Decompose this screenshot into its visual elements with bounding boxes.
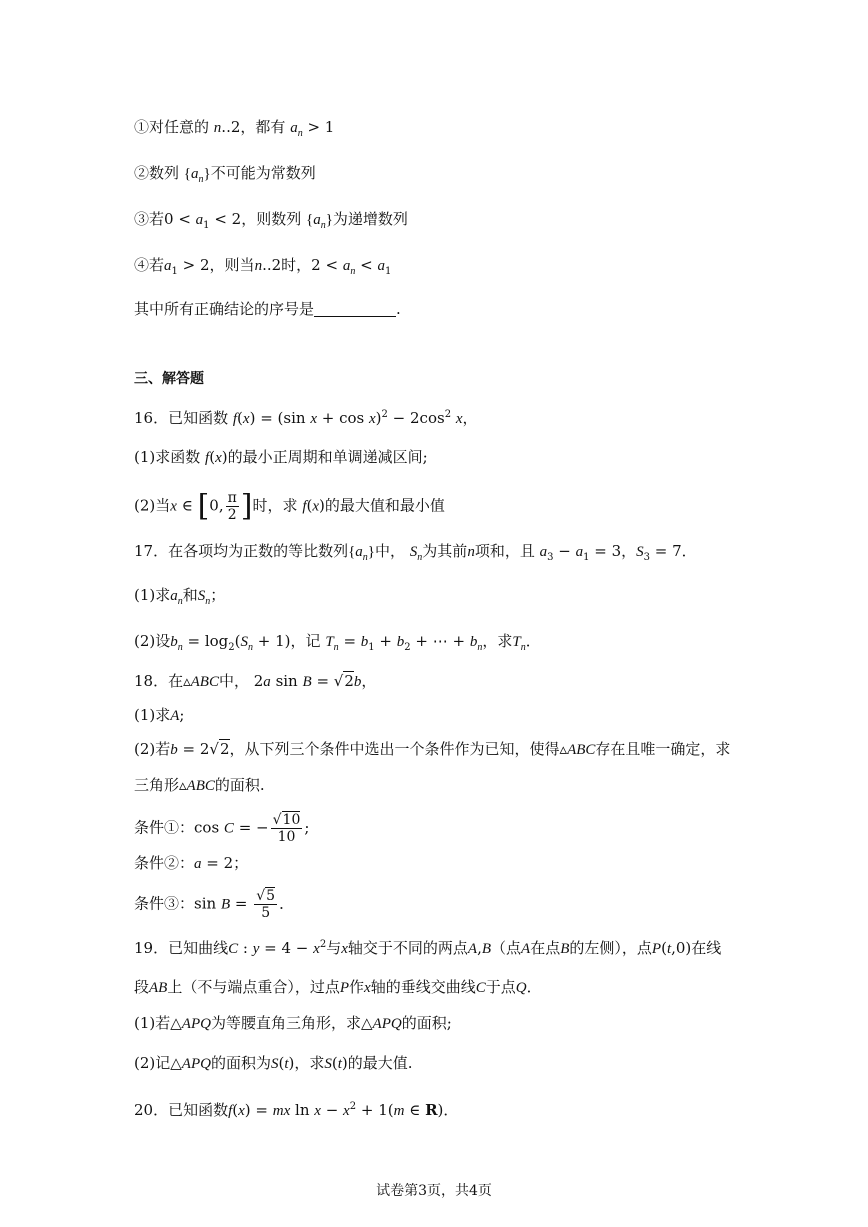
conclusion-3: ③若$0 < a_1 < 2$，则数列 $\{a_n\}$为递增数列 (134, 210, 408, 231)
conclusion-2: ②数列 $\{a_n\}$不可能为常数列 (134, 164, 316, 185)
q18-condition-2: 条件②：a = 2； (134, 854, 249, 872)
q18-part1: (1)求A; (134, 706, 185, 724)
q19-lead: 19．已知曲线C : $y = 4 - x^2$与x轴交于不同的两点A,B（点A在点B的左侧），点P(t,0)在线 (134, 939, 722, 957)
q20-lead: 20．已知函数f(x) = mx $\ln x - x^2 + 1(m$ ∈ R)． (134, 1101, 459, 1119)
q18-part2: (2)若b = 2√2，从下列三个条件中选出一个条件作为已知，使得▵ABC存在且唯一确定，求 (134, 740, 731, 758)
q19-part1: (1)若△APQ为等腰直角三角形，求△APQ的面积; (134, 1014, 452, 1032)
conclusion-4: ④若$a_1 > 2$，则当n..2时，$2 < a_n < a_1$ (134, 256, 392, 277)
q17-part1: (1)求$a_n$和$S_n$； (134, 586, 226, 607)
q16-lead: 16．已知函数 f(x) = (sin $x + \cos x)^2 - 2\cos^2$ x， (134, 409, 478, 427)
q19-part2: (2)记△APQ的面积为S(t)，求S(t)的最大值. (134, 1054, 413, 1072)
q16-part2: (2)当x ∈ [0, $\frac{\pi}{2}$ ]时，求 f(x)的最大值和最小值 (134, 488, 445, 524)
q16-part1: (1)求函数 f(x)的最小正周期和单调递减区间; (134, 448, 428, 466)
conclusion-1: ①对任意的 n..2，都有 $a_n > 1$ (134, 118, 335, 139)
answer-blank (314, 302, 396, 317)
q18-lead: 18．在▵ABC中， 2a sin B = √2b， (134, 672, 377, 690)
q19-lead-cont: 段AB上（不与端点重合），过点P作x轴的垂线交曲线C于点Q． (134, 978, 542, 996)
page-footer: 试卷第3页，共4页 (376, 1183, 492, 1199)
q17-part2: (2)设$b_n = \log_2(S_n + 1)$，记 $T_n = b_1 + b_2$ + ⋯ + $b_n$，求$T_n$． (134, 632, 541, 653)
q18-part2-cont: 三角形▵ABC的面积. (134, 776, 265, 794)
q18-condition-3: 条件③：sin B = $\frac{√5}{5}$ ． (134, 888, 295, 921)
q17-lead: 17．在各项均为正数的等比数列$\{a_n\}$中， $S_n$为其前n项和，且 $a_3 - a_1 = 3$，$S_3 = 7$． (134, 542, 697, 563)
q15-answer-line: 其中所有正确结论的序号是 . (134, 300, 401, 318)
q18-condition-1: 条件①：cos C = − $\frac{√10}{10}$ ; (134, 812, 310, 845)
section-heading: 三、解答题 (134, 371, 204, 387)
